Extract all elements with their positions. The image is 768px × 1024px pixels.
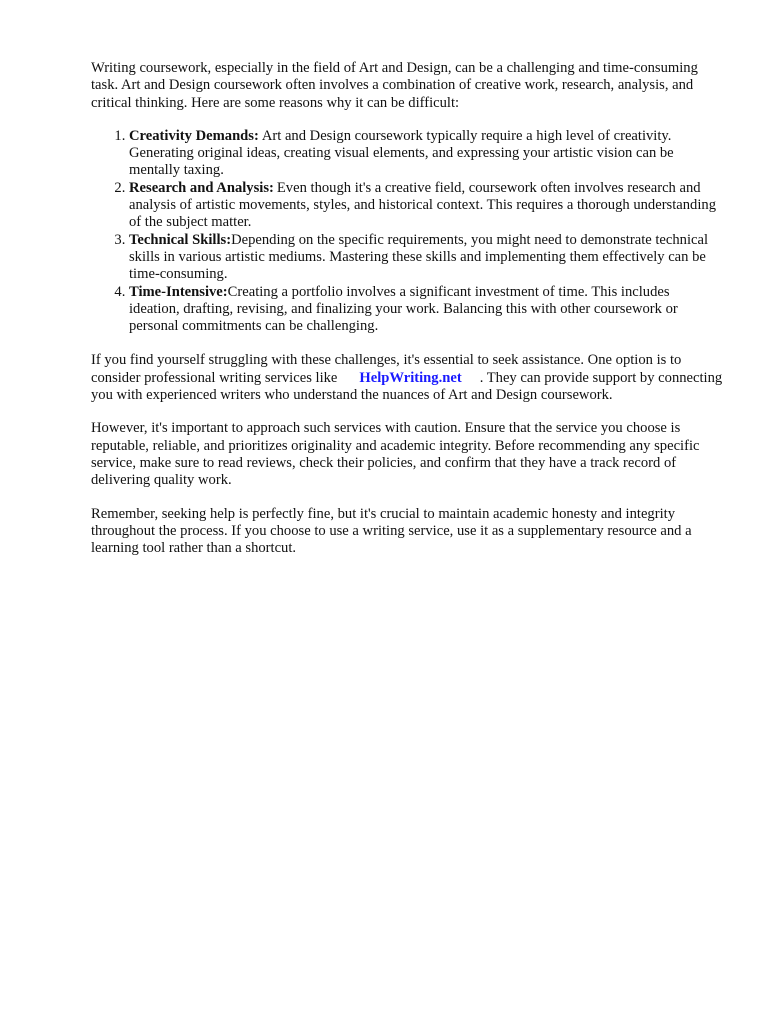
caution-paragraph: However, it's important to approach such services with caution. Ensure that the service you choose is reputable, reliable, and prioritizes originality and academic integrity. Before recommending any specific service, make sure to read reviews, check their policies, and confirm that they have a track record of delivering quality work. <box>91 420 700 489</box>
closing-paragraph: Remember, seeking help is perfectly fine, but it's crucial to maintain academic honesty and integrity throughout the process. If you choose to use a writing service, use it as a supplementary resource and a learning tool rather than a shortcut. <box>91 505 692 557</box>
helpwriting-link[interactable]: HelpWriting.net <box>359 369 462 386</box>
help-text-before: If you find yourself struggling with these challenges, it's essential to seek assistance. One option is to consider professional writing services like <box>91 352 682 386</box>
list-item <box>129 180 723 232</box>
help-text-after: . They can provide support by connecting you with experienced writers who understand the nuances of Art and Design coursework. <box>91 369 723 404</box>
document-page <box>91 60 723 573</box>
reason-text: Depending on the specific requirements, you might need to demonstrate technical skills in various artistic mediums. Mastering these skills and implementing them effectively can be time-consuming. <box>129 231 709 283</box>
reason-text: Creating a portfolio involves a significant investment of time. This includes ideation, drafting, revising, and finalizing your work. Balancing this with other coursework or personal commitments can be challenging. <box>129 283 678 335</box>
intro-paragraph: Writing coursework, especially in the field of Art and Design, can be a challenging and time-consuming task. Art and Design coursework often involves a combination of creative work, research, analysis, and critical thinking. Here are some reasons why it can be difficult: <box>91 60 698 111</box>
reason-text: Even though it's a creative field, coursework often involves research and analysis of artistic movements, styles, and historical context. This requires a thorough understanding of the subject matter. <box>129 179 717 231</box>
help-paragraph <box>91 352 723 404</box>
list-item <box>129 232 723 284</box>
reason-title: Technical Skills: <box>129 231 232 248</box>
reason-text: Art and Design coursework typically require a high level of creativity. Generating original ideas, creating visual elements, and expressing your artistic vision can be mentally taxing. <box>129 127 674 179</box>
list-item <box>129 284 723 336</box>
reason-title: Creativity Demands: <box>129 127 259 144</box>
list-item <box>129 128 723 180</box>
reason-title: Research and Analysis: <box>129 179 274 196</box>
reasons-list <box>91 128 723 336</box>
reason-title: Time-Intensive: <box>129 283 228 300</box>
